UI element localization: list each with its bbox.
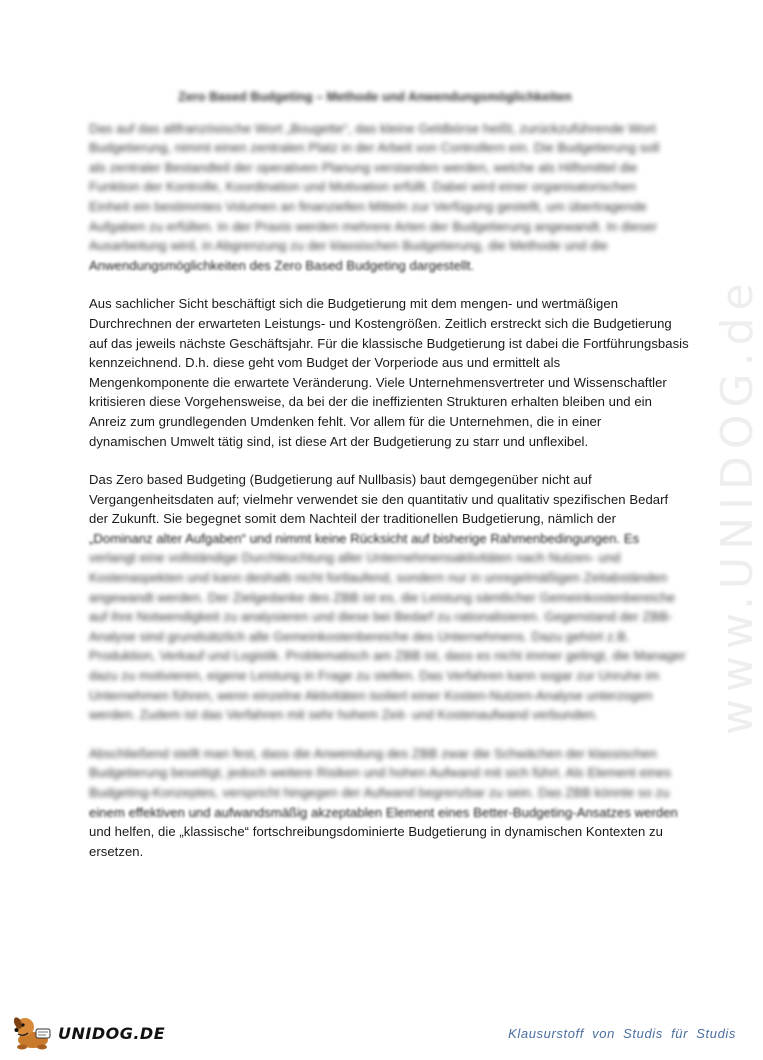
text-line: Das auf das altfranzösische Wort „Bougette“, das kleine Geldbörse heißt, zurückzuführende Wort (89, 120, 656, 136)
text-line: Analyse sind grundsätzlich alle Gemeinkostenbereiche des Unternehmens. Dazu gehört z.B. (89, 628, 630, 644)
text-line: Produktion, Verkauf und Logistik. Problematisch am ZBB ist, dass es nicht immer gelingt, die Manager (89, 648, 686, 664)
text-line: Budgetierung, nimmt einen zentralen Platz in der Arbeit von Controllern ein. Die Budgetierung soll (89, 140, 660, 156)
text-line: dynamischen Umwelt tätig sind, ist diese Art der Budgetierung zu starr und unflexibel. (89, 433, 589, 449)
text-line: Einheit ein bestimmtes Volumen an finanziellen Mitteln zur Verfügung gestellt, um übertragende (89, 198, 647, 214)
text-line: Unternehmen führen, wenn einzelne Aktivitäten isoliert einer Kosten-Nutzen-Analyse unterzogen (89, 687, 653, 703)
text-line: Abschließend stellt man fest, dass die Anwendung des ZBB zwar die Schwächen der klassischen (89, 745, 657, 761)
paragraph-2 (89, 294, 689, 451)
text-line: als zentraler Bestandteil der operativen Planung verstanden werden, welche als Hilfsmittel die (89, 159, 638, 175)
text-line: Kostenaspekten und kann deshalb nicht fortlaufend, sondern nur in unregelmäßigen Zeitabständen (89, 570, 668, 586)
text-line: Anwendungsmöglichkeiten des Zero Based Budgeting dargestellt. (89, 257, 475, 273)
text-line: auf ihre Notwendigkeit zu analysieren und diese bei Bedarf zu rationalisieren. Gegenstand der ZBB- (89, 609, 673, 625)
text-line: Anreiz zum grundlegenden Umdenken fehlt. Vor allem für die Unternehmen, die in einer (89, 413, 602, 429)
text-line: einem effektiven und aufwandsmäßig akzeptablen Element eines Better-Budgeting-Ansatzes werden (89, 804, 678, 820)
paragraph-3 (89, 470, 686, 725)
text-line: Das Zero based Budgeting (Budgetierung auf Nullbasis) baut demgegenüber nicht auf (89, 472, 592, 488)
paragraph-4 (89, 744, 678, 862)
text-line: verlangt eine vollständige Durchleuchtung aller Unternehmensaktivitäten nach Nutzen- und (89, 550, 621, 566)
text-line: Funktion der Kontrolle, Koordination und Motivation erfüllt. Dabei wird einer organisatorischen (89, 179, 636, 195)
document-body (89, 88, 689, 861)
text-line: Aus sachlicher Sicht beschäftigt sich die Budgetierung mit dem mengen- und wertmäßigen (89, 296, 619, 312)
text-line: auf das jeweils nächste Geschäftsjahr. Für die klassische Budgetierung ist dabei die Fortführungsbasis (89, 335, 689, 351)
text-line: Budgetierung beseitigt, jedoch weitere Risiken und hohen Aufwand mit sich führt. Als Element eines (89, 765, 672, 781)
text-line: Vergangenheitsdaten auf; vielmehr verwendet sie den quantitativ und qualitativ spezifischen Bedarf (89, 491, 669, 507)
paragraph-1 (89, 119, 661, 276)
text-line: der Zukunft. Sie begegnet somit dem Nachteil der traditionellen Budgetierung, nämlich der (89, 511, 617, 527)
text-line: kritisieren diese Vorgehensweise, da bei der die ineffizienten Strukturen erhalten bleiben und ein (89, 394, 652, 410)
document-title: Zero Based Budgeting – Methode und Anwendungsmöglichkeiten (178, 90, 572, 104)
watermark-text: www.UNIDOG.de (712, 276, 763, 735)
footer-tagline: Klausurstoff von Studis für Studis (508, 1026, 736, 1041)
text-line: kennzeichnend. D.h. diese geht vom Budget der Vorperiode aus und ermittelt als (89, 355, 561, 371)
text-line: Durchrechnen der erwarteten Leistungs- und Kostengrößen. Zeitlich erstreckt sich die Budgetierung (89, 315, 672, 331)
text-line: ersetzen. (89, 843, 144, 859)
text-line: Mengenkomponente die erwartete Veränderung. Viele Unternehmensvertreter und Wissenschaftler (89, 374, 667, 390)
unidog-logo[interactable] (8, 1012, 168, 1052)
text-line: und helfen, die „klassische“ fortschreibungsdominierte Budgetierung in dynamischen Kontexten zu (89, 824, 663, 840)
paragraph-container (89, 119, 689, 862)
text-line: „Dominanz alter Aufgaben“ und nimmt keine Rücksicht auf bisherige Rahmenbedingungen. Es (89, 530, 640, 546)
text-line: dazu zu motivieren, eigene Leistung in Frage zu stellen. Das Verfahren kann sogar zur Unruhe im (89, 668, 660, 684)
text-line: Aufgaben zu erfüllen. In der Praxis werden mehrere Arten der Budgetierung angewandt. In dieser (89, 218, 658, 234)
logo-text: UNIDOG.DE (58, 1024, 166, 1043)
text-line: angewandt werden. Der Zielgedanke des ZBB ist es, die Leistung sämtlicher Gemeinkostenbereiche (89, 589, 676, 605)
text-line: werden. Zudem ist das Verfahren mit sehr hohem Zeit- und Kostenaufwand verbunden. (89, 707, 599, 723)
dog-mascot-icon (12, 1014, 54, 1050)
text-line: Ausarbeitung wird, in Abgrenzung zu der klassischen Budgetierung, die Methode und die (89, 238, 608, 254)
text-line: Budgeting-Konzeptes, verspricht hingegen der Aufwand begrenzbar zu sein. Das ZBB könnte so zu (89, 785, 670, 800)
